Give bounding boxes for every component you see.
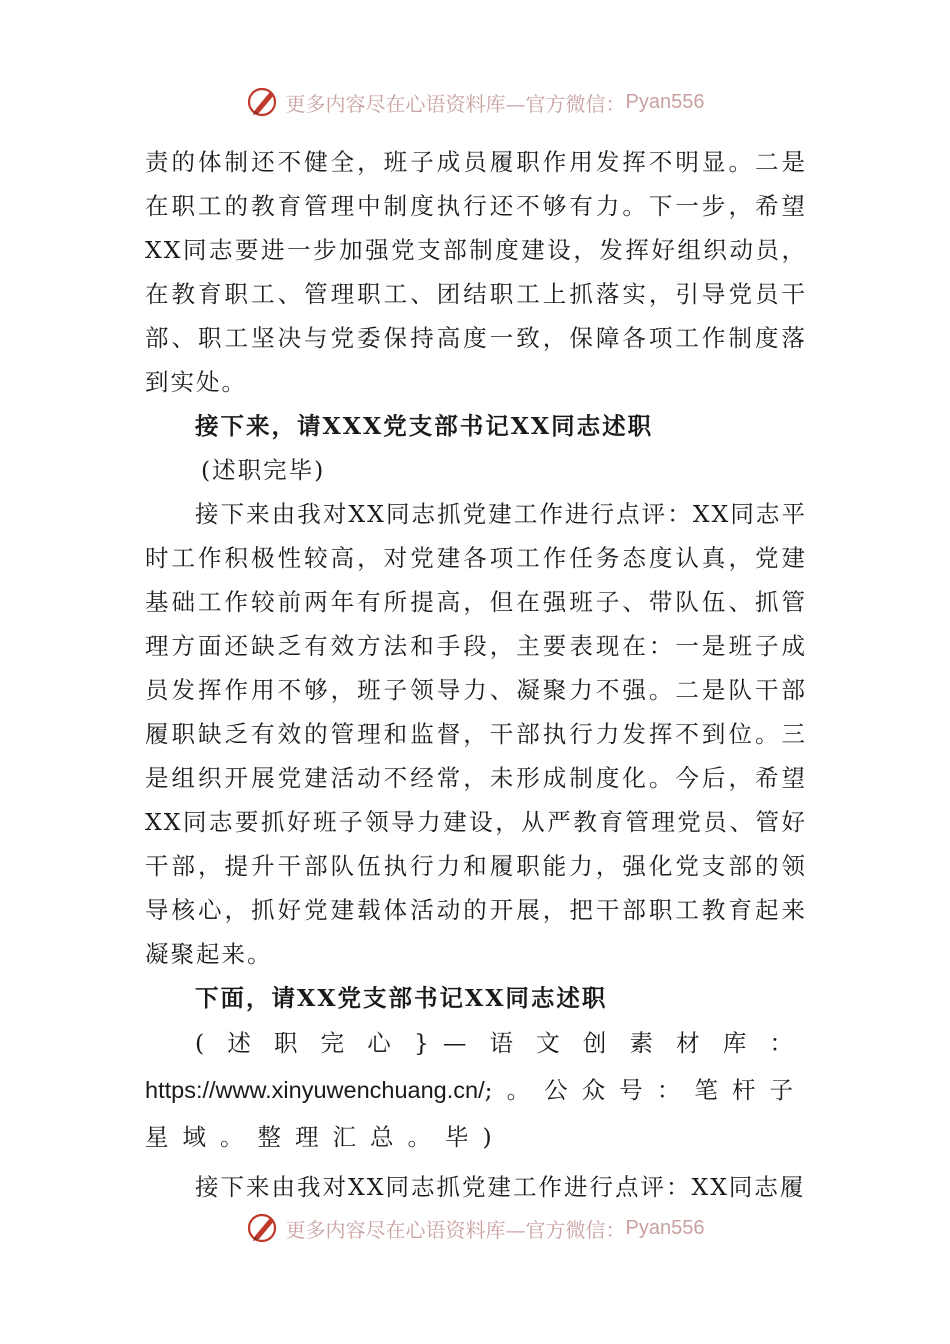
pen-logo-icon [246,1210,282,1246]
note-2-prefix: (述职完心}—语文创素材库： [195,1029,807,1057]
banner-text: 更多内容尽在心语资料库—官方微信： [285,1217,626,1242]
banner-wechat-id: Pyan556 [625,1216,705,1239]
document-body [145,140,807,1209]
note-2-url: https://www.xinyuwenchuang.cn/ [145,1077,485,1103]
heading-2: 下面，请XX党支部书记XX同志述职 [195,984,608,1012]
pen-logo-icon [246,84,282,120]
footer-watermark-banner [0,1208,950,1248]
note-1: (述职完毕) [201,456,326,484]
heading-1: 接下来，请XXX党支部书记XX同志述职 [195,412,654,440]
banner-wechat-id: Pyan556 [625,90,705,113]
header-watermark-banner [0,82,950,122]
note-2-suffix: ;。公众号：笔杆子星域。整理汇总。毕) [145,1076,807,1151]
banner-text: 更多内容尽在心语资料库—官方微信： [285,91,626,116]
paragraph-1: 责的体制还不健全，班子成员履职作用发挥不明显。二是在职工的教育管理中制度执行还不够有力。下一步，希望XX同志要进一步加强党支部制度建设，发挥好组织动员，在教育职工、管理职工、团结职工上抓落实，引导党员干部、职工坚决与党委保持高度一致，保障各项工作制度落到实处。 [145,148,807,396]
paragraph-2: 接下来由我对XX同志抓党建工作进行点评：XX同志平时工作积极性较高，对党建各项工作任务态度认真，党建基础工作较前两年有所提高，但在强班子、带队伍、抓管理方面还缺乏有效方法和手段，主要表现在：一是班子成员发挥作用不够，班子领导力、凝聚力不强。二是队干部履职缺乏有效的管理和监督，干部执行力发挥不到位。三是组织开展党建活动不经常，未形成制度化。今后，希望XX同志要抓好班子领导力建设，从严教育管理党员、管好干部，提升干部队伍执行力和履职能力，强化党支部的领导核心，抓好党建载体活动的开展，把干部职工教育起来凝聚起来。 [145,500,807,968]
note-2 [145,1020,807,1161]
paragraph-3: 接下来由我对XX同志抓党建工作进行点评：XX同志履 [195,1173,806,1201]
